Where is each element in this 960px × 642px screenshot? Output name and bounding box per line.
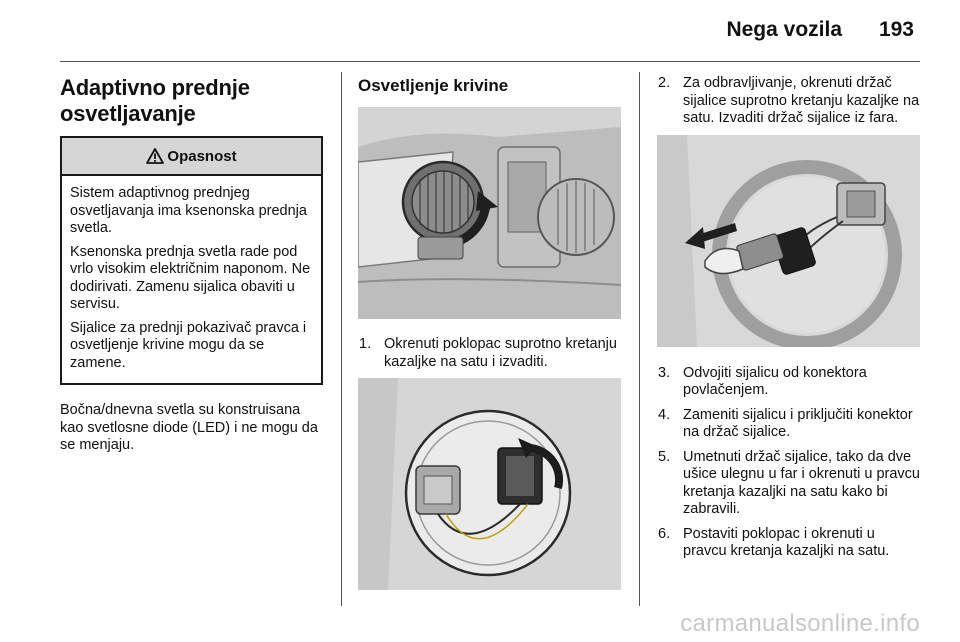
middle-column: [358, 75, 623, 590]
steps-list-middle: [358, 336, 623, 371]
danger-box-label: Opasnost: [167, 147, 237, 165]
step-text: Okrenuti poklopac suprotno kretanju kazaljke na satu i izvaditi.: [384, 336, 617, 370]
step-text: Umetnuti držač sijalice, tako da dve ušice ulegnu u far i okrenuti u pravcu kretanja kazaljki na satu kako bi zabravili.: [683, 448, 920, 517]
list-item: [657, 526, 920, 561]
step-number: 2.: [658, 75, 671, 91]
left-column: [60, 75, 323, 455]
subsection-heading: Osvetljenje krivine: [358, 76, 509, 95]
step-text: Odvojiti sijalicu od konektora povlačenjem.: [683, 364, 867, 398]
step-text: Za odbravljivanje, okrenuti držač sijalice suprotno kretanju kazaljke na satu. Izvaditi držač sijalice iz fara.: [683, 75, 920, 126]
page-number: 193: [878, 18, 914, 41]
danger-paragraph: Sistem adaptivnog prednjeg osvetljavanja ima ksenonska prednja svetla.: [70, 185, 307, 236]
figure-headlamp-cover: [358, 107, 621, 319]
step-number: 3.: [658, 364, 671, 381]
column-divider-2: [639, 72, 640, 606]
step-text: Zameniti sijalicu i priključiti konektor na držač sijalice.: [683, 406, 913, 440]
list-item: [657, 449, 920, 519]
list-item: [657, 75, 920, 128]
danger-box: [60, 136, 323, 385]
list-item: [657, 365, 920, 400]
section-heading: Adaptivno prednje osvetljavanje: [60, 75, 250, 126]
steps-list-right-top: [657, 75, 920, 128]
step-number: 4.: [658, 406, 671, 423]
danger-paragraph: Ksenonska prednja svetla rade pod vrlo visokim električnim naponom. Ne dodirivati. Zamenu sijalica obaviti u servisu.: [70, 243, 311, 312]
danger-box-header: [62, 138, 321, 176]
step-number: 6.: [658, 525, 671, 542]
header-section-title: Nega vozila: [726, 18, 842, 41]
warning-triangle-icon: [146, 148, 164, 164]
list-item: [358, 336, 623, 371]
header-divider: [60, 61, 920, 62]
figure-bulb-removal: [657, 135, 920, 347]
right-column: [657, 75, 920, 568]
danger-paragraph: Sijalice za prednji pokazivač pravca i osvetljenje krivine mogu da se zamene.: [70, 319, 307, 371]
watermark: carmanualsonline.info: [680, 610, 920, 637]
step-text: Postaviti poklopac i okrenuti u pravcu kretanja kazaljki na satu.: [683, 525, 890, 559]
danger-box-body: [62, 176, 321, 383]
column-divider-1: [341, 72, 342, 606]
steps-list-right-bottom: [657, 365, 920, 561]
step-number: 1.: [359, 336, 372, 352]
body-paragraph: Bočna/dnevna svetla su konstruisana kao svetlosne diode (LED) i ne mogu da se menjaju.: [60, 402, 318, 453]
figure-bulb-holder: [358, 378, 621, 590]
list-item: [657, 407, 920, 442]
step-number: 5.: [658, 448, 671, 465]
